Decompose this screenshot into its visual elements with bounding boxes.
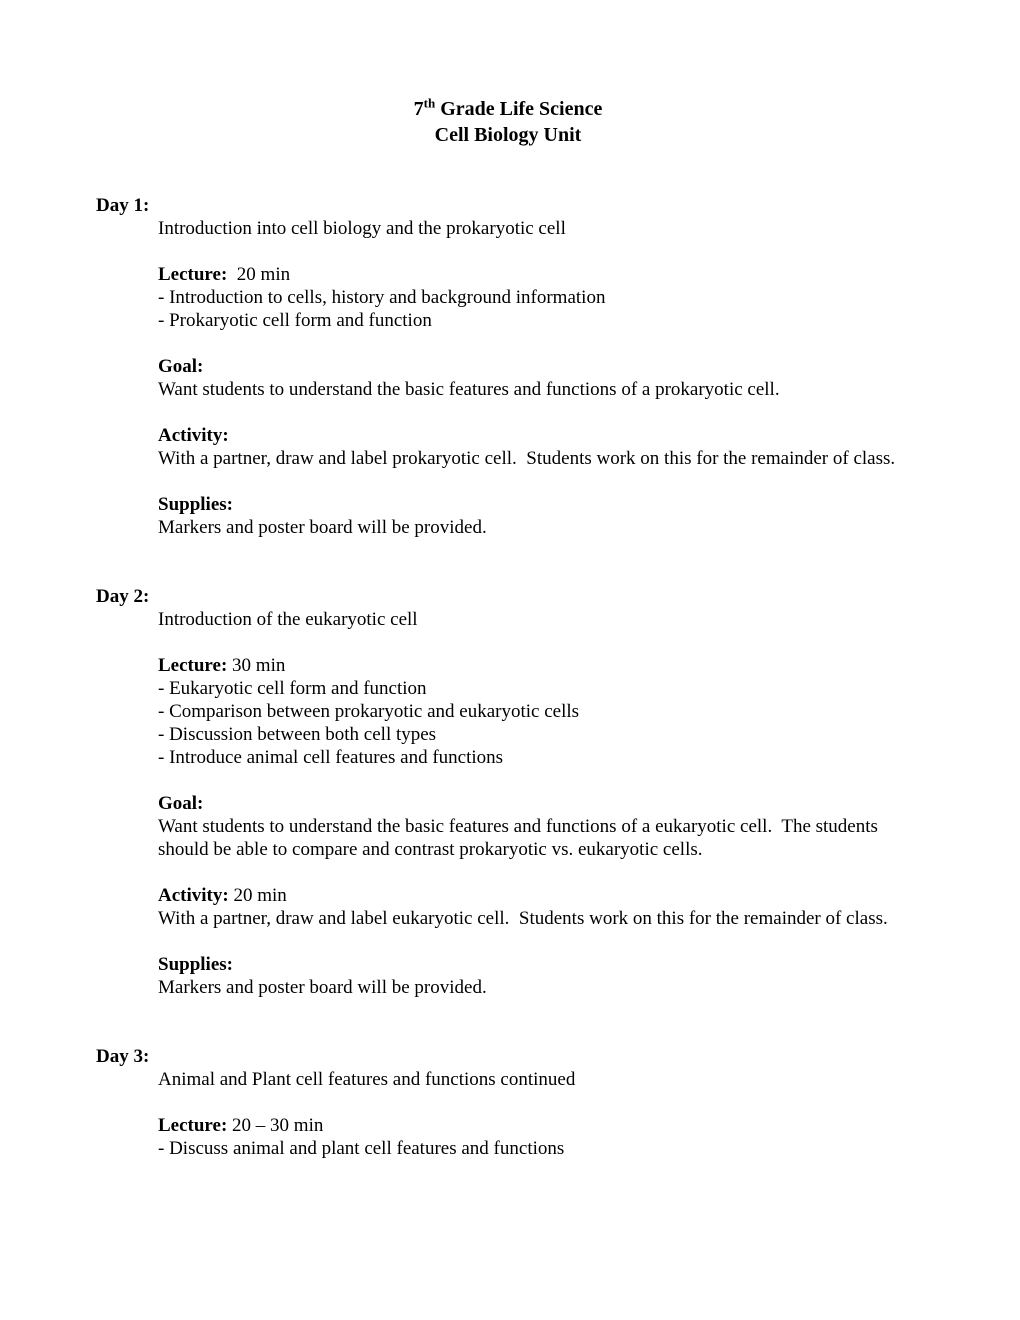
title-ordinal-suffix: th [423,95,436,111]
section-heading-line [158,654,920,677]
section-heading-rest: 20 – 30 min [227,1115,324,1136]
section-heading-line [158,424,920,447]
day-section [158,1114,920,1160]
section-line: - Introduce animal cell features and functions [158,747,504,768]
section-heading: Goal: [158,356,204,377]
section-line: Markers and poster board will be provided. [158,977,487,998]
title-part2: Grade Life Science [435,98,603,120]
section-heading: Activity: [158,425,229,446]
section-heading-rest: 30 min [227,655,286,676]
section-heading: Activity: [158,885,229,906]
section-line: - Prokaryotic cell form and function [158,310,432,331]
section-heading-line [158,884,920,907]
day-description: Introduction of the eukaryotic cell [158,609,418,630]
day-label: Day 3: [96,1046,150,1067]
day-label: Day 1: [96,195,150,216]
day-block [96,585,920,999]
section-heading: Lecture: [158,264,228,285]
section-heading-line [158,263,920,286]
day-section [158,953,920,999]
section-heading-rest: 20 min [228,885,287,906]
section-line: - Comparison between prokaryotic and eukaryotic cells [158,701,580,722]
day-section [158,424,920,470]
section-line: With a partner, draw and label eukaryotic cell. Students work on this for the remainder of class. [158,908,888,929]
section-line: - Introduction to cells, history and background information [158,287,606,308]
section-heading-line [158,355,920,378]
page-title [96,96,920,148]
page-title-line1 [96,96,920,122]
page-title-line2: Cell Biology Unit [434,124,582,146]
section-heading: Lecture: [158,1115,228,1136]
section-heading-line [158,1114,920,1137]
section-heading: Supplies: [158,954,233,975]
section-heading: Supplies: [158,494,233,515]
day-section [158,493,920,539]
section-heading: Goal: [158,793,204,814]
section-line: Want students to understand the basic features and functions of a prokaryotic cell. [158,379,780,400]
day-description: Animal and Plant cell features and functions continued [158,1069,576,1090]
day-section [158,792,920,861]
day-section [158,355,920,401]
section-line: - Eukaryotic cell form and function [158,678,427,699]
section-heading-rest: 20 min [227,264,291,285]
day-section [158,654,920,769]
section-heading-line [158,953,920,976]
section-line: Markers and poster board will be provided. [158,517,487,538]
section-line: - Discuss animal and plant cell features and functions [158,1138,565,1159]
section-heading: Lecture: [158,655,228,676]
section-line: With a partner, draw and label prokaryotic cell. Students work on this for the remainder of class. [158,448,896,469]
day-section [158,263,920,332]
title-part1: 7 [413,98,424,120]
day-description: Introduction into cell biology and the prokaryotic cell [158,218,566,239]
days-container [96,194,920,1160]
day-block [96,1045,920,1160]
section-heading-line [158,792,920,815]
day-section [158,884,920,930]
section-line: - Discussion between both cell types [158,724,437,745]
day-label: Day 2: [96,586,150,607]
day-block [96,194,920,539]
section-heading-line [158,493,920,516]
section-line: Want students to understand the basic features and functions of a eukaryotic cell. The students should be able to compare and contrast prokaryotic vs. eukaryotic cells. [158,816,883,860]
